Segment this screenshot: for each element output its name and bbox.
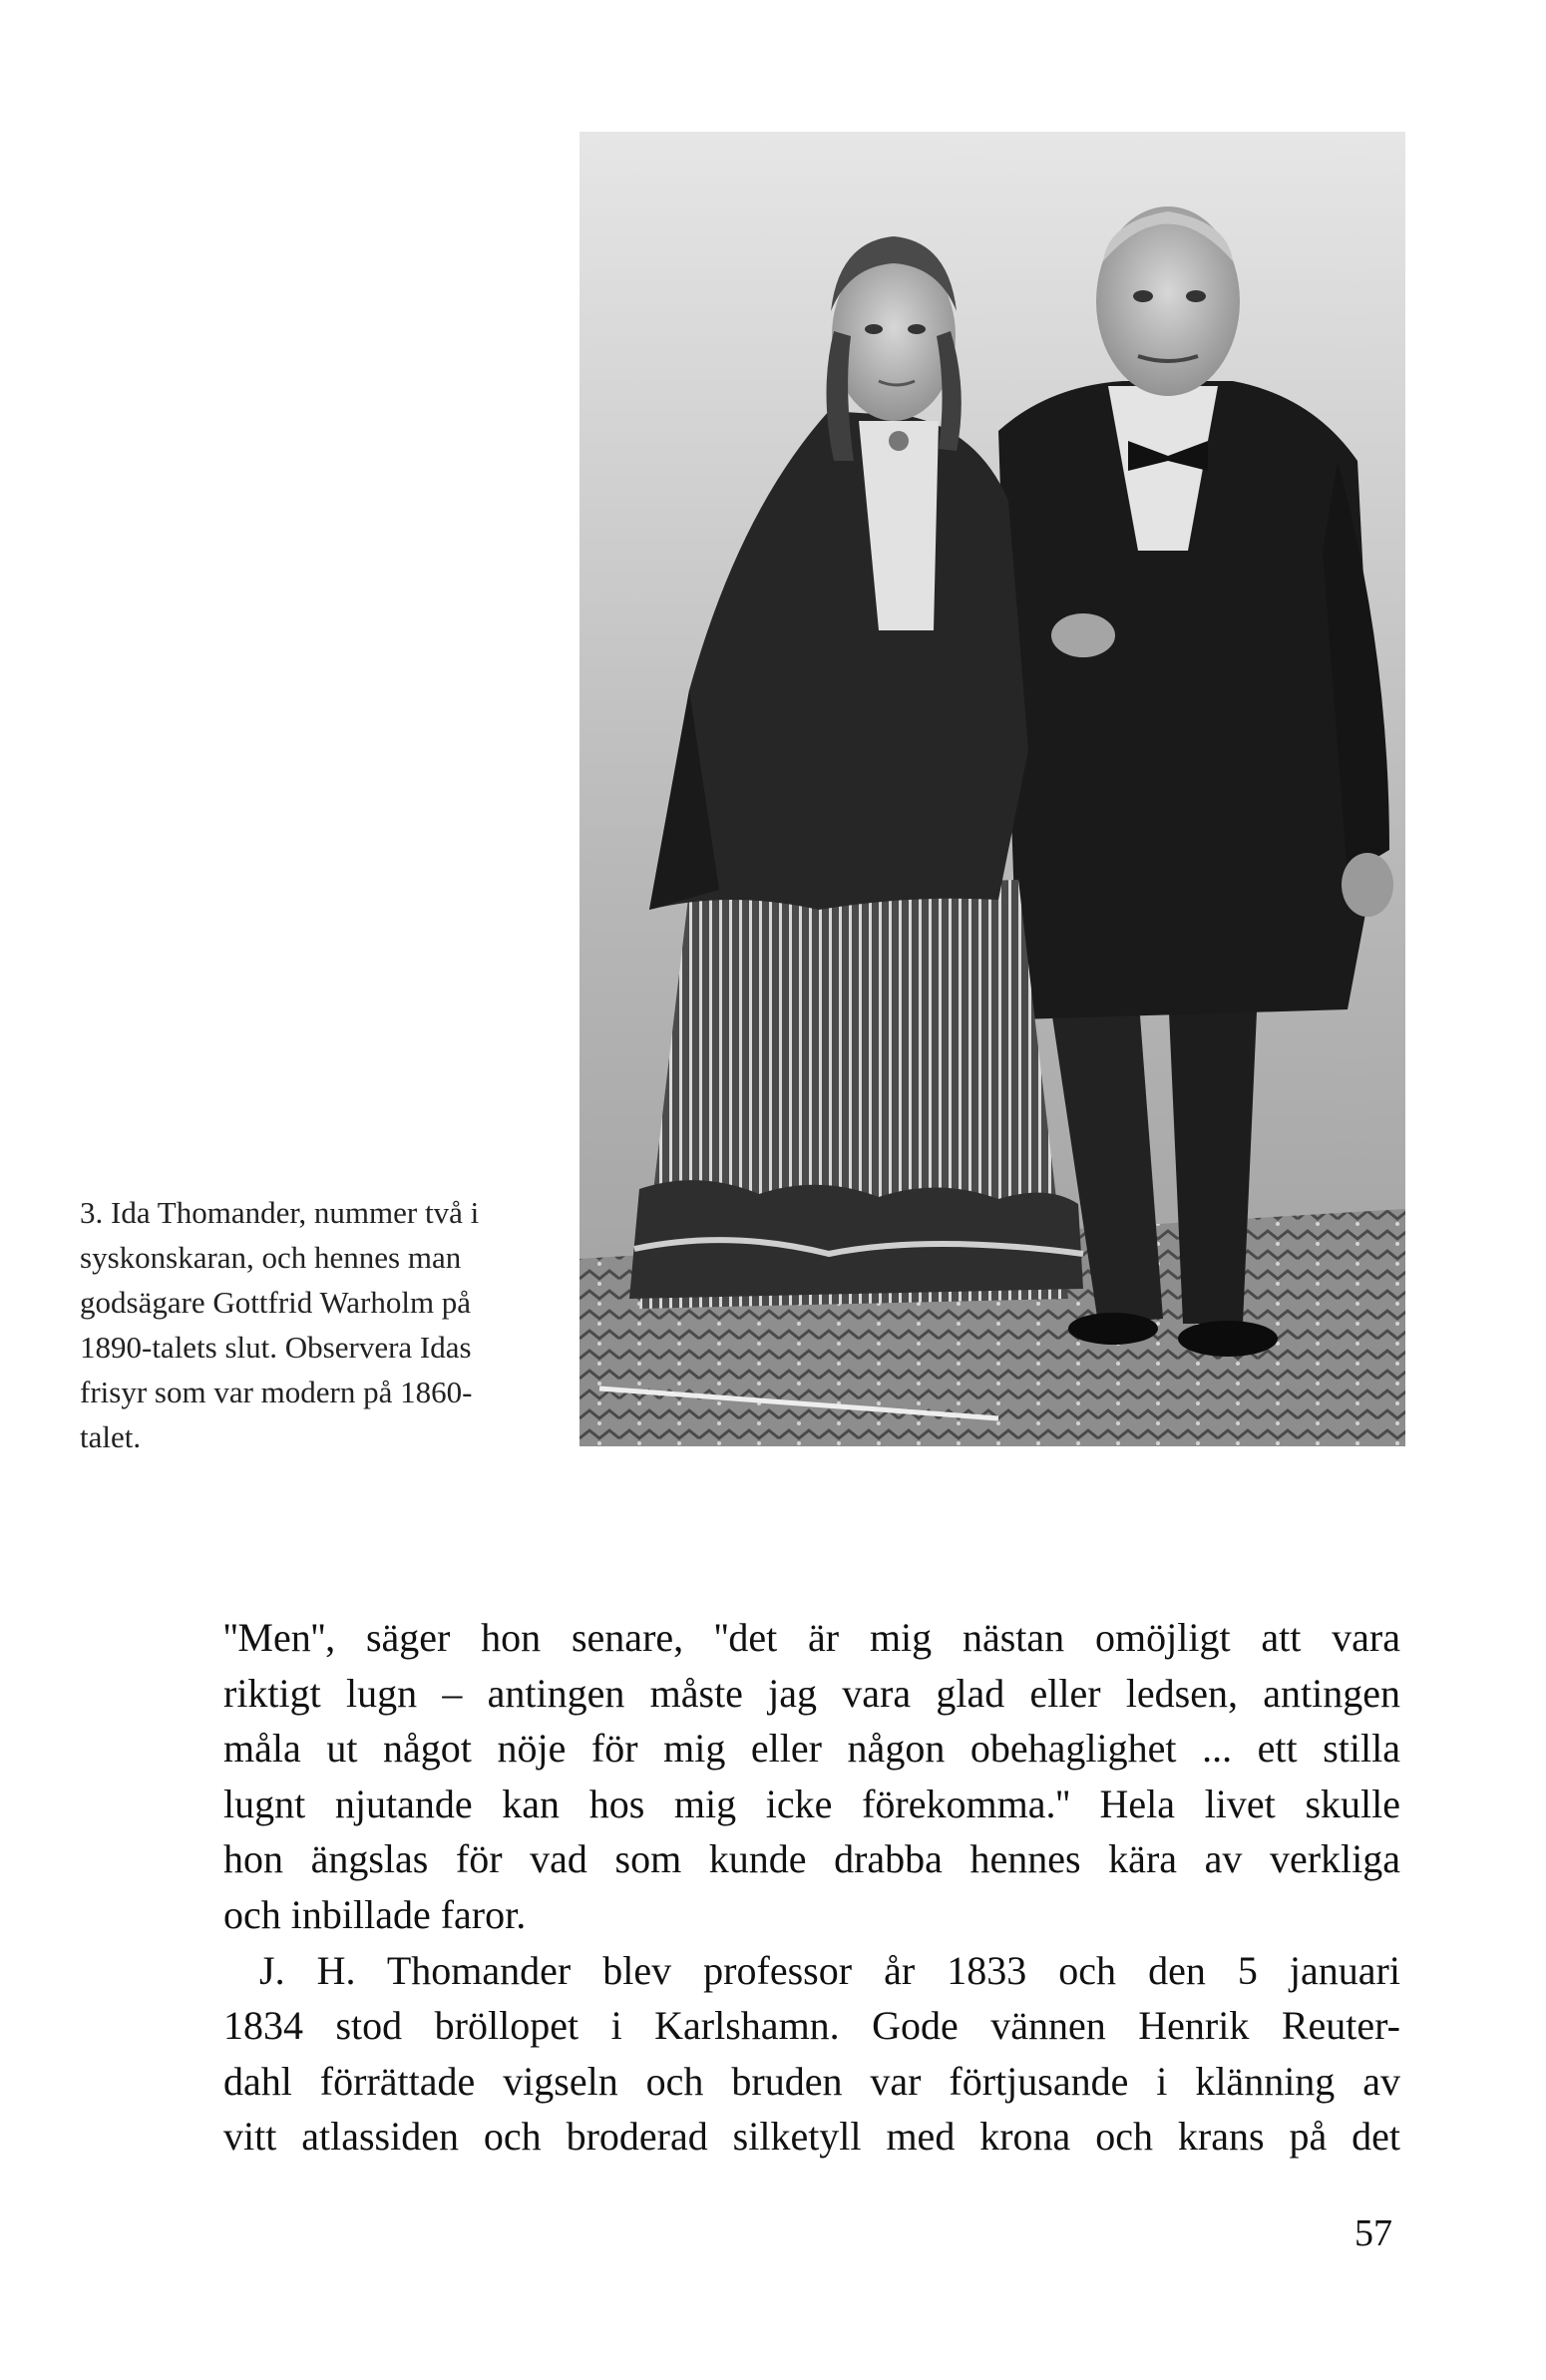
body-line: vitt atlassiden och broderad silketyll med krona och krans på det: [223, 2114, 1400, 2160]
portrait-illustration: [580, 132, 1405, 1446]
body-line: lugnt njutande kan hos mig icke förekomma.'' Hela livet skulle: [223, 1781, 1400, 1826]
body-paragraphs: [223, 1610, 1400, 2165]
caption-line: 3. Ida Thomander, nummer två i: [80, 1195, 480, 1230]
body-line: 1834 stod bröllopet i Karlshamn. Gode vännen Henrik Reuter-: [223, 2003, 1400, 2049]
body-line: hon ängslas för vad som kunde drabba hennes kära av verkliga: [223, 1836, 1400, 1882]
caption-line: godsägare Gottfrid Warholm på: [80, 1285, 472, 1320]
page-number: 57: [1354, 2212, 1392, 2254]
body-line: riktigt lugn – antingen måste jag vara glad eller ledsen, antingen: [223, 1670, 1400, 1716]
caption-line: frisyr som var modern på 1860-: [80, 1375, 473, 1409]
caption-line: talet.: [80, 1419, 142, 1454]
body-line: måla ut något nöje för mig eller någon obehaglighet ... ett stilla: [223, 1726, 1400, 1772]
portrait-photo: [580, 132, 1405, 1446]
body-line: dahl förrättade vigseln och bruden var förtjusande i klänning av: [223, 2058, 1400, 2104]
body-line: och inbillade faror.: [223, 1891, 527, 1937]
body-line: J. H. Thomander blev professor år 1833 och den 5 januari: [259, 1947, 1400, 1993]
caption-line: syskonskaran, och hennes man: [80, 1240, 462, 1275]
body-line: ''Men'', säger hon senare, ''det är mig nästan omöjligt att vara: [223, 1615, 1400, 1660]
caption-line: 1890-talets slut. Observera Idas: [80, 1330, 472, 1365]
photo-caption: [80, 1190, 549, 1459]
